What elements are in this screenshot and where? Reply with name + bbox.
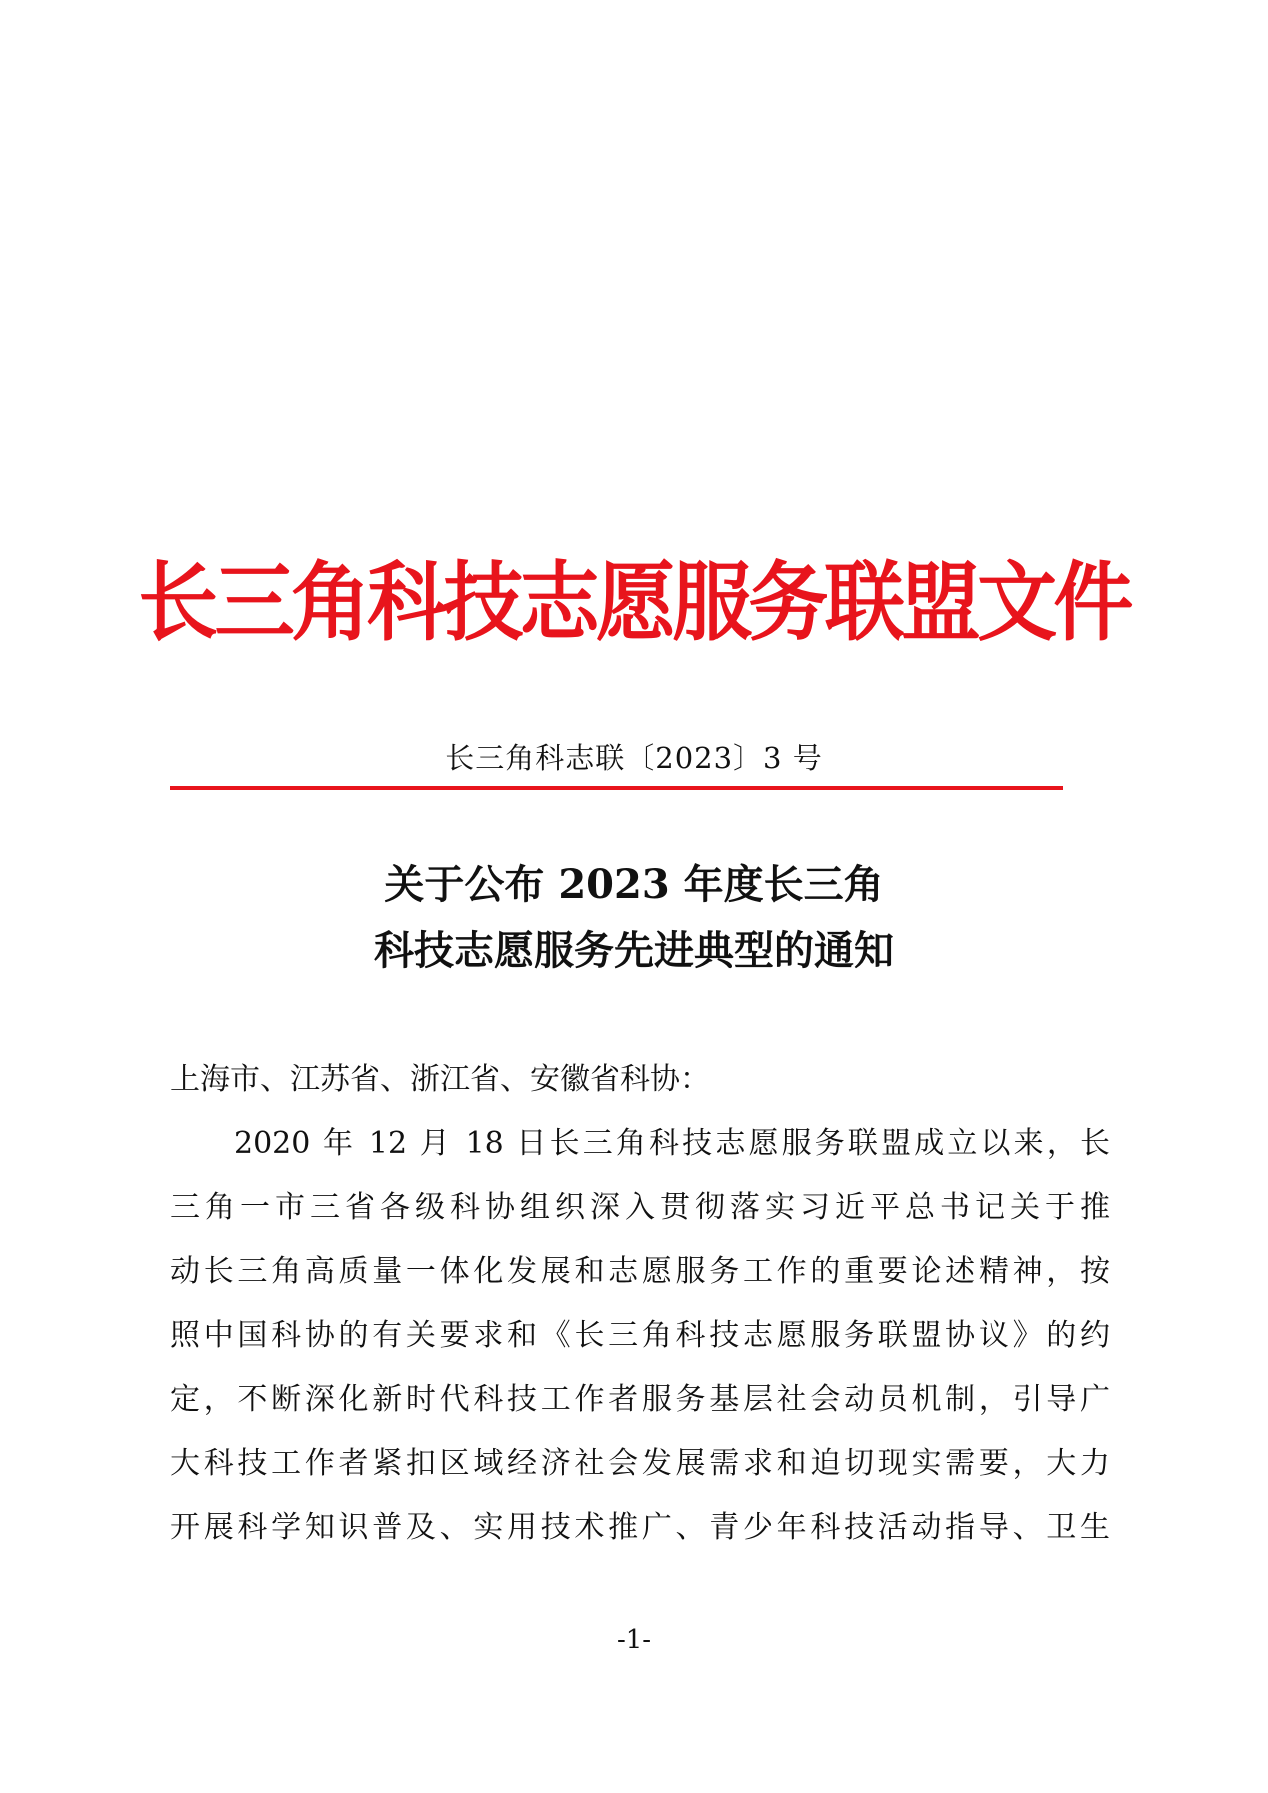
notice-title-line-1: 关于公布 2023 年度长三角 xyxy=(384,861,884,908)
notice-title-line-2: 科技志愿服务先进典型的通知 xyxy=(374,927,894,974)
salutation: 上海市、江苏省、浙江省、安徽省科协： xyxy=(170,1062,710,1097)
red-divider-line xyxy=(170,786,1063,790)
paragraph-line: 2020 年 12 月 18 日长三角科技志愿服务联盟成立以来，长 xyxy=(234,1126,1110,1161)
paragraph-line: 大科技工作者紧扣区域经济社会发展需求和迫切现实需要，大力 xyxy=(170,1446,1110,1481)
paragraph-line: 开展科学知识普及、实用技术推广、青少年科技活动指导、卫生 xyxy=(170,1510,1110,1545)
paragraph-line: 照中国科协的有关要求和《长三角科技志愿服务联盟协议》的约 xyxy=(170,1318,1110,1353)
document-number: 长三角科志联〔2023〕3 号 xyxy=(445,741,823,775)
notice-body xyxy=(170,1048,1110,1560)
notice-title xyxy=(0,852,1268,984)
paragraph-line: 定，不断深化新时代科技工作者服务基层社会动员机制，引导广 xyxy=(170,1382,1110,1417)
page-number: -1- xyxy=(616,1625,652,1655)
paragraph-line: 三角一市三省各级科协组织深入贯彻落实习近平总书记关于推 xyxy=(170,1190,1110,1225)
paragraph-line: 动长三角高质量一体化发展和志愿服务工作的重要论述精神，按 xyxy=(170,1254,1110,1289)
document-issuer-title: 长三角科技志愿服务联盟文件 xyxy=(138,553,1130,653)
